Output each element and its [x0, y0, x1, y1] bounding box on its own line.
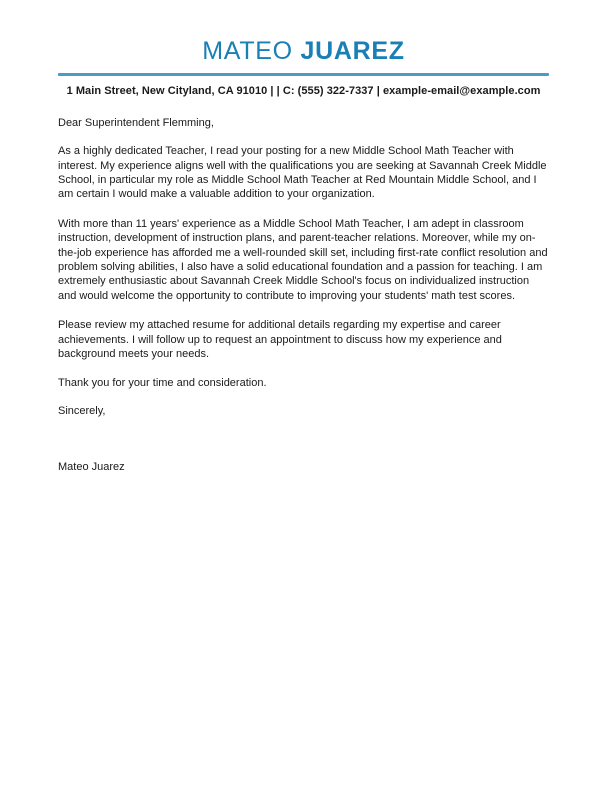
applicant-last-name: JUAREZ: [300, 37, 405, 65]
applicant-first-name: MATEO: [202, 37, 293, 65]
sign-off-line: Sincerely,: [58, 405, 106, 418]
thank-you-line: Thank you for your time and consideration.: [58, 377, 267, 390]
header-divider-rule: [58, 73, 549, 76]
letterhead: [0, 0, 607, 99]
signature-name: Mateo Juarez: [58, 461, 125, 474]
letter-body: [0, 116, 607, 474]
salutation: Dear Superintendent Flemming,: [58, 117, 214, 130]
applicant-name: [58, 38, 549, 64]
body-paragraph-1: As a highly dedicated Teacher, I read your posting for a new Middle School Math Teacher with interest. My experience aligns well with the qualifications you are seeking at Savannah Creek Middle School, in particular my role as Middle School Math Teacher at Red Mountain Middle School, and I am certain I would make a valuable addition to your organization.: [58, 145, 547, 201]
body-paragraph-2: With more than 11 years' experience as a Middle School Math Teacher, I am adept in classroom instruction, development of instruction plans, and parent-teacher relations. Moreover, while my on-the-job experience has afforded me a well-rounded skill set, including first-rate conflict resolution and problem solving abilities, I also have a solid educational foundation and a passion for teaching. I am extremely enthusiastic about Savannah Creek Middle School's focus on individualized instruction and would welcome the opportunity to contribute to improving your students' math test scores.: [58, 217, 548, 302]
body-paragraph-3: Please review my attached resume for additional details regarding my expertise and career achievements. I will follow up to request an appointment to discuss how my experience and background meets your needs.: [58, 319, 502, 360]
contact-info-line: 1 Main Street, New Cityland, CA 91010 | | C: (555) 322-7337 | example-email@example.com: [66, 85, 541, 98]
